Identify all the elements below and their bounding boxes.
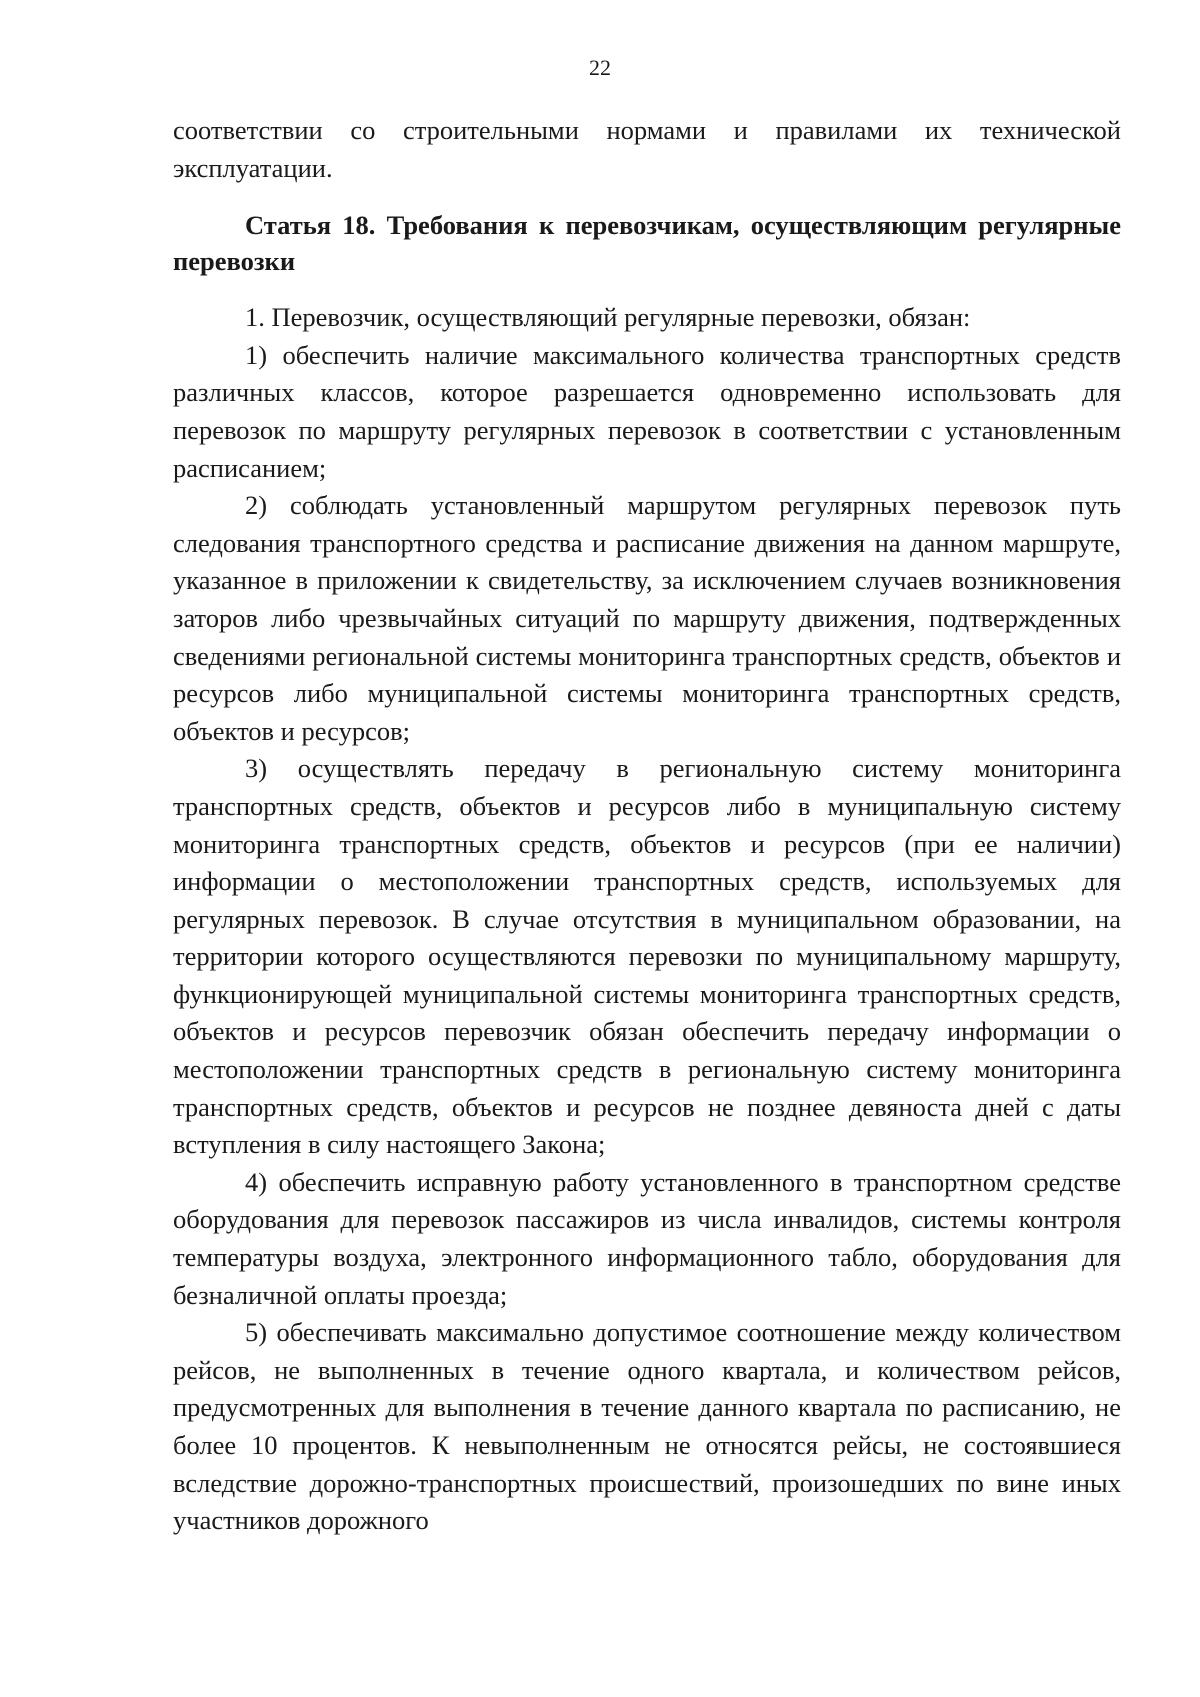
item-text: соблюдать установленный маршрутом регулярных перевозок путь следования транспортного средства и расписание движения на данном маршруте, указанное в приложении к свидетельству, за исключением случаев возникновения заторов либо чрезвычайных ситуаций по маршруту движения, подтвержденных сведениями региональной системы мониторинга транспортных средств, объектов и ресурсов либо муниципальной системы мониторинга транспортных средств, объектов и ресурсов;	[173, 490, 1122, 746]
item-text: обеспечить наличие максимального количества транспортных средств различных классов, которое разрешается одновременно использовать для перевозок по маршруту регулярных перевозок в соответствии с установленным расписанием;	[173, 339, 1121, 483]
list-item-2	[173, 487, 1121, 750]
document-body	[173, 112, 1121, 1540]
item-number: 3)	[245, 753, 268, 784]
page-number: 22	[589, 55, 611, 80]
item-text: обеспечить исправную работу установленного в транспортном средстве оборудования для перевозок пассажиров из числа инвалидов, системы контроля температуры воздуха, электронного информационного табло, оборудования для безналичной оплаты проезда;	[173, 1166, 1122, 1310]
article-label: Статья 18.	[245, 210, 376, 241]
continuation-paragraph: соответствии со строительными нормами и правилами их технической эксплуатации.	[173, 115, 1121, 183]
list-item-3	[173, 750, 1121, 1164]
article-heading	[173, 207, 1121, 279]
item-text: обеспечивать максимально допустимое соотношение между количеством рейсов, не выполненных в течение одного квартала, и количеством рейсов, предусмотренных для выполнения в течение данного квартала по расписанию, не более 10 процентов. К невыполненным не относятся рейсы, не состоявшиеся вследствие дорожно-транспортных происшествий, произошедших по вине иных участников дорожного	[173, 1317, 1122, 1536]
item-number: 1)	[245, 339, 268, 370]
item-number: 5)	[245, 1317, 268, 1348]
list-item-5	[173, 1314, 1121, 1540]
item-number: 2)	[245, 490, 268, 521]
article-title: Требования к перевозчикам, осуществляющим регулярные перевозки	[173, 210, 1122, 277]
intro-paragraph: 1. Перевозчик, осуществляющий регулярные перевозки, обязан:	[245, 302, 971, 333]
list-item-1	[173, 337, 1121, 487]
list-item-4	[173, 1164, 1121, 1314]
item-text: осуществлять передачу в региональную систему мониторинга транспортных средств, объектов и ресурсов либо в муниципальную систему мониторинга транспортных средств, объектов и ресурсов (при ее наличии) информации о местоположении транспортных средств, используемых для регулярных перевозок. В случае отсутствия в муниципальном образовании, на территории которого осуществляются перевозки по муниципальному маршруту, функционирующей муниципальной системы мониторинга транспортных средств, объектов и ресурсов перевозчик обязан обеспечить передачу информации о местоположении транспортных средств в региональную систему мониторинга транспортных средств, объектов и ресурсов не позднее девяноста дней с даты вступления в силу настоящего Закона;	[173, 753, 1121, 1160]
item-number: 4)	[245, 1166, 268, 1197]
